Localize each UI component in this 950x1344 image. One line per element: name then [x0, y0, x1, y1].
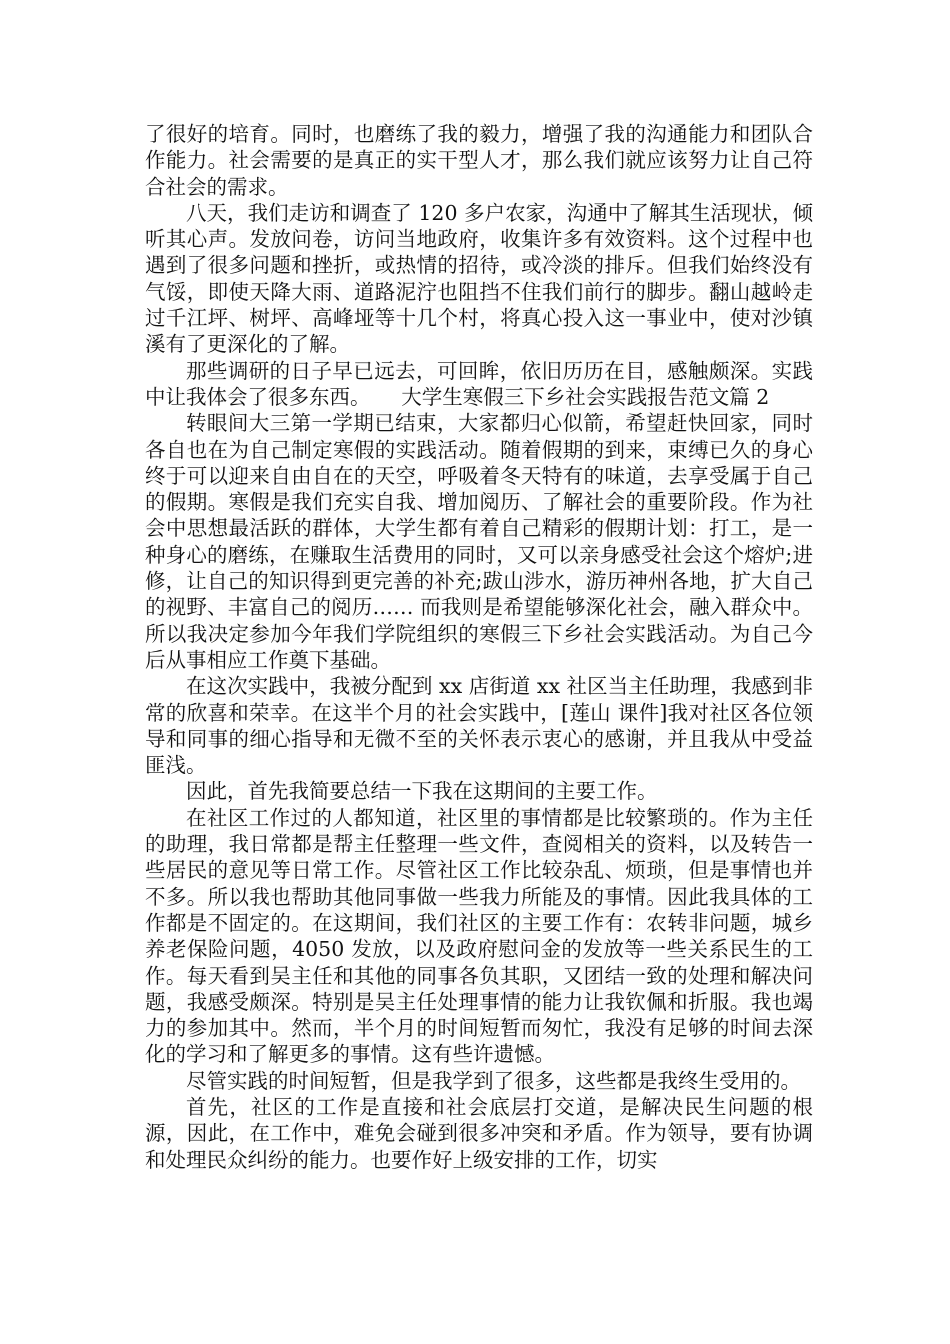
paragraph-2: 八天，我们走访和调查了 120 多户农家，沟通中了解其生活现状，倾听其心声。发放问卷，访问当地政府，收集许多有效资料。这个过程中也遇到了很多问题和挫折，或热情的招待，或冷淡的排斥。但我们始终没有气馁，即使天降大雨、道路泥泞也阻挡不住我们前行的脚步。翻山越岭走过千江坪、树坪、高峰垭等十几个村，将真心投入这一事业中，使对沙镇溪有了更深化的了解。 — [145, 200, 813, 357]
paragraph-5: 在这次实践中，我被分配到 xx 店街道 xx 社区当主任助理，我感到非常的欣喜和荣幸。在这半个月的社会实践中，[莲山 课件]我对社区各位领导和同事的细心指导和无微不至的关怀表示衷心的感谢，并且我从中受益匪浅。 — [145, 674, 813, 778]
paragraph-3: 那些调研的日子早已远去，可回眸，依旧历历在目，感触颇深。实践中让我体会了很多东西。 大学生寒假三下乡社会实践报告范文篇 2 — [145, 358, 813, 409]
paragraph-6: 因此，首先我简要总结一下我在这期间的主要工作。 — [186, 779, 658, 804]
paragraph-8: 尽管实践的时间短暂，但是我学到了很多，这些都是我终生受用的。 — [186, 1068, 801, 1093]
paragraph-1: 了很好的培育。同时，也磨练了我的毅力，增强了我的沟通能力和团队合作能力。社会需要的是真正的实干型人才，那么我们就应该努力让自己符合社会的需求。 — [145, 122, 813, 199]
document-body — [145, 121, 813, 1173]
paragraph-7: 在社区工作过的人都知道，社区里的事情都是比较繁琐的。作为主任的助理，我日常都是帮主任整理一些文件，查阅相关的资料，以及转告一些居民的意见等日常工作。尽管社区工作比较杂乱、烦琐，但是事情也并不多。所以我也帮助其他同事做一些我力所能及的事情。因此我具体的工作都是不固定的。在这期间，我们社区的主要工作有：农转非问题，城乡养老保险问题，4050 发放，以及政府慰问金的发放等一些关系民生的工作。每天看到吴主任和其他的同事各负其职，又团结一致的处理和解决问题，我感受颇深。特别是吴主任处理事情的能力让我钦佩和折服。我也竭力的参加其中。然而，半个月的时间短暂而匆忙，我没有足够的时间去深化的学习和了解更多的事情。这有些许遗憾。 — [145, 805, 813, 1067]
paragraph-4: 转眼间大三第一学期已结束，大家都归心似箭，希望赶快回家，同时各自也在为自己制定寒假的实践活动。随着假期的到来，束缚已久的身心终于可以迎来自由自在的天空，呼吸着冬天特有的味道，去享受属于自己的假期。寒假是我们充实自我、增加阅历、了解社会的重要阶段。作为社会中思想最活跃的群体，大学生都有着自己精彩的假期计划：打工，是一种身心的磨练，在赚取生活费用的同时，又可以亲身感受社会这个熔炉;进修，让自己的知识得到更完善的补充;跋山涉水，游历神州各地，扩大自己的视野、丰富自己的阅历…… 而我则是希望能够深化社会，融入群众中。所以我决定参加今年我们学院组织的寒假三下乡社会实践活动。为自己今后从事相应工作奠下基础。 — [145, 411, 813, 672]
paragraph-9: 首先，社区的工作是直接和社会底层打交道，是解决民生问题的根源，因此，在工作中，难免会碰到很多冲突和矛盾。作为领导，要有协调和处理民众纠纷的能力。也要作好上级安排的工作，切实 — [145, 1094, 813, 1172]
